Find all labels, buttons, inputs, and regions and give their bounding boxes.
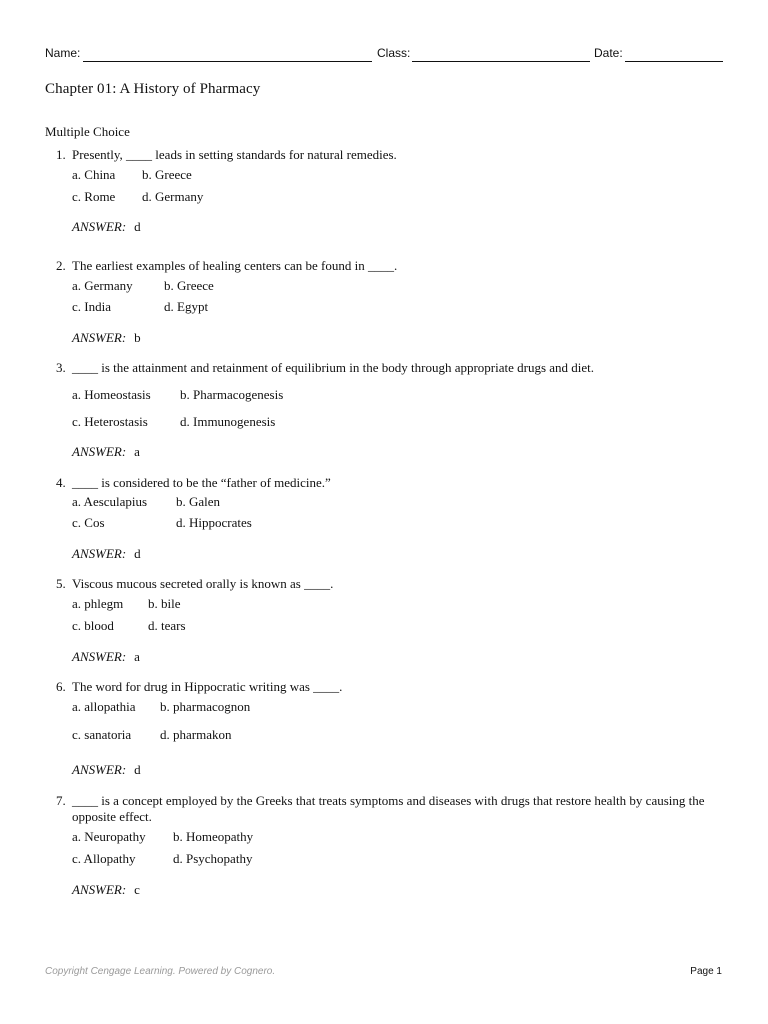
question-number: 5. <box>56 576 66 591</box>
date-label: Date: <box>594 46 623 60</box>
option-d[interactable]: d. Psychopathy <box>173 851 253 866</box>
answer-value: c <box>134 882 140 897</box>
question-stem: ____ is the attainment and retainment of equilibrium in the body through appropriate drugs and diet. <box>72 360 595 375</box>
answer-1 <box>72 219 141 235</box>
question-1 <box>56 147 716 209</box>
question-4 <box>56 475 716 537</box>
option-c[interactable]: c. Rome <box>72 189 116 204</box>
option-b[interactable]: b. Homeopathy <box>173 829 254 844</box>
question-stem: ____ is a concept employed by the Greeks that treats symptoms and diseases with drugs that restore health by causing the opposite effect. <box>72 793 705 824</box>
question-stem: The word for drug in Hippocratic writing was ____. <box>72 679 343 694</box>
answer-3 <box>72 444 140 460</box>
question-number: 6. <box>56 679 66 694</box>
page-number: Page 1 <box>690 966 722 977</box>
option-c[interactable]: c. blood <box>72 618 114 633</box>
class-label: Class: <box>377 46 411 60</box>
question-number: 1. <box>56 147 66 162</box>
option-d[interactable]: d. Immunogenesis <box>180 414 276 429</box>
name-label: Name: <box>45 46 81 60</box>
answer-value: b <box>134 330 141 345</box>
question-stem: ____ is considered to be the “father of medicine.” <box>72 475 331 490</box>
option-b[interactable]: b. Pharmacogenesis <box>180 387 284 402</box>
option-b[interactable]: b. Greece <box>164 278 214 293</box>
question-number: 3. <box>56 360 66 375</box>
option-a[interactable]: a. Homeostasis <box>72 387 151 402</box>
answer-label: ANSWER: <box>72 762 127 777</box>
chapter-title: Chapter 01: A History of Pharmacy <box>45 81 261 97</box>
option-d[interactable]: d. Hippocrates <box>176 515 252 530</box>
option-d[interactable]: d. tears <box>148 618 186 633</box>
answer-5 <box>72 649 140 665</box>
option-a[interactable]: a. Neuropathy <box>72 829 146 844</box>
answer-7 <box>72 882 140 898</box>
option-a[interactable]: a. allopathia <box>72 699 136 714</box>
question-number: 2. <box>56 258 66 273</box>
option-b[interactable]: b. Greece <box>142 167 192 182</box>
question-3 <box>56 360 716 436</box>
class-field[interactable] <box>412 61 590 62</box>
option-a[interactable]: a. phlegm <box>72 596 124 611</box>
question-number: 4. <box>56 475 66 490</box>
option-d[interactable]: d. Germany <box>142 189 204 204</box>
answer-value: d <box>134 219 141 234</box>
option-c[interactable]: c. Allopathy <box>72 851 136 866</box>
question-stem: The earliest examples of healing centers can be found in ____. <box>72 258 398 273</box>
date-field[interactable] <box>625 61 723 62</box>
answer-value: d <box>134 546 141 561</box>
question-number: 7. <box>56 793 66 808</box>
answer-value: a <box>134 444 140 459</box>
student-info-header <box>45 46 723 64</box>
option-b[interactable]: b. bile <box>148 596 181 611</box>
option-a[interactable]: a. Germany <box>72 278 133 293</box>
answer-label: ANSWER: <box>72 219 127 234</box>
option-b[interactable]: b. pharmacognon <box>160 699 251 714</box>
copyright-notice: Copyright Cengage Learning. Powered by Cognero. <box>45 966 276 977</box>
option-d[interactable]: d. pharmakon <box>160 727 232 742</box>
answer-label: ANSWER: <box>72 444 127 459</box>
answer-4 <box>72 546 141 562</box>
option-c[interactable]: c. India <box>72 299 111 314</box>
question-stem: Viscous mucous secreted orally is known as ____. <box>72 576 334 591</box>
answer-value: a <box>134 649 140 664</box>
name-field[interactable] <box>83 61 372 62</box>
answer-6 <box>72 762 141 778</box>
section-title: Multiple Choice <box>45 124 130 139</box>
answer-label: ANSWER: <box>72 649 127 664</box>
answer-2 <box>72 330 141 346</box>
option-a[interactable]: a. China <box>72 167 116 182</box>
answer-label: ANSWER: <box>72 330 127 345</box>
question-5 <box>56 576 716 638</box>
option-c[interactable]: c. Heterostasis <box>72 414 148 429</box>
option-a[interactable]: a. Aesculapius <box>72 494 148 509</box>
question-6 <box>56 679 716 755</box>
answer-label: ANSWER: <box>72 882 127 897</box>
question-7 <box>56 793 716 871</box>
answer-value: d <box>134 762 141 777</box>
question-stem: Presently, ____ leads in setting standards for natural remedies. <box>72 147 397 162</box>
answer-label: ANSWER: <box>72 546 127 561</box>
option-b[interactable]: b. Galen <box>176 494 221 509</box>
option-d[interactable]: d. Egypt <box>164 299 209 314</box>
option-c[interactable]: c. sanatoria <box>72 727 132 742</box>
question-2 <box>56 258 716 320</box>
option-c[interactable]: c. Cos <box>72 515 105 530</box>
